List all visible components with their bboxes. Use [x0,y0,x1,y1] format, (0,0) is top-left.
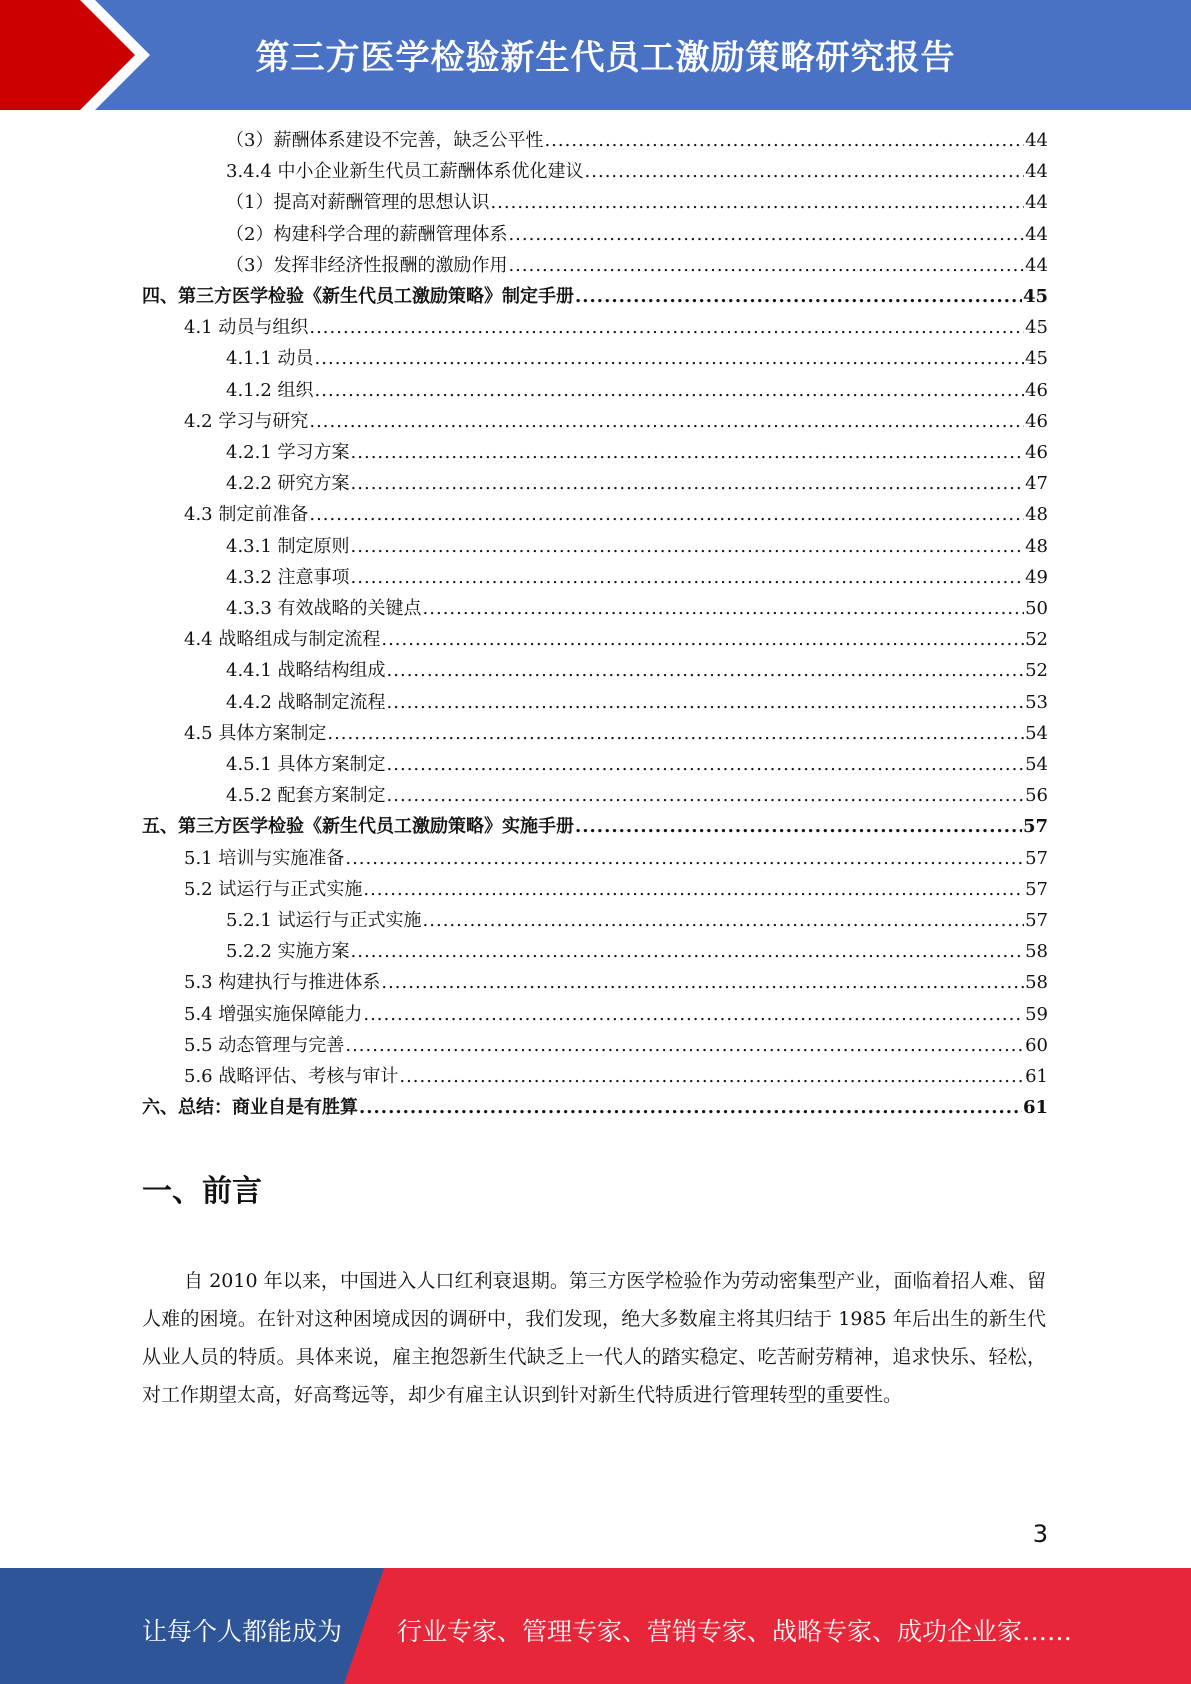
toc-entry[interactable] [226,939,1048,965]
footer-slogan-left: 让每个人都能成为 [142,1617,343,1646]
toc-entry[interactable] [184,721,1048,747]
toc-entry-title: 4.3.1 制定原则 [226,536,350,557]
toc-dot-leader [309,315,1024,341]
toc-entry-title: 4.4.2 战略制定流程 [226,692,386,713]
toc-entry-page: 59 [1025,1004,1048,1025]
toc-entry-page: 45 [1022,286,1048,307]
toc-dot-leader [309,502,1024,528]
toc-dot-leader [345,1033,1024,1059]
toc-entry-title: 4.3.2 注意事项 [226,567,350,588]
toc-entry[interactable] [226,128,1048,154]
toc-entry-page: 52 [1025,660,1048,681]
toc-dot-leader [351,534,1025,560]
toc-entry[interactable] [226,346,1048,372]
toc-entry-title: 5.6 战略评估、考核与审计 [184,1066,399,1087]
toc-dot-leader [575,284,1022,310]
toc-entry-page: 53 [1025,692,1048,713]
toc-entry[interactable] [226,783,1048,809]
toc-dot-leader [351,565,1025,591]
toc-entry-page: 44 [1025,255,1048,276]
toc-dot-leader [351,440,1025,466]
toc-dot-leader [315,346,1025,372]
toc-dot-leader [423,908,1025,934]
toc-dot-leader [387,690,1025,716]
toc-entry-page: 60 [1025,1035,1048,1056]
toc-entry-page: 54 [1025,723,1048,744]
toc-entry-page: 56 [1025,785,1048,806]
page-header [0,0,1191,110]
toc-entry[interactable] [226,596,1048,622]
toc-entry[interactable] [226,222,1048,248]
toc-entry-title: 5.2.1 试运行与正式实施 [226,910,422,931]
toc-entry[interactable] [226,752,1048,778]
toc-entry-page: 44 [1025,130,1048,151]
toc-dot-leader [315,378,1025,404]
toc-entry[interactable] [184,846,1048,872]
toc-entry-title: 四、第三方医学检验《新生代员工激励策略》制定手册 [142,286,574,307]
toc-dot-leader [363,877,1024,903]
toc-dot-leader [490,190,1024,216]
toc-entry-title: 3.4.4 中小企业新生代员工薪酬体系优化建议 [226,161,584,182]
toc-entry-title: 4.4.1 战略结构组成 [226,660,386,681]
toc-entry[interactable] [226,534,1048,560]
toc-entry-page: 47 [1025,473,1048,494]
toc-entry[interactable] [184,877,1048,903]
toc-entry[interactable] [184,627,1048,653]
toc-entry[interactable] [226,565,1048,591]
report-title: 第三方医学检验新生代员工激励策略研究报告 [255,38,956,78]
toc-entry-title: （3）薪酬体系建设不完善，缺乏公平性 [226,130,544,151]
toc-dot-leader [363,1002,1024,1028]
toc-dot-leader [423,596,1025,622]
toc-entry-page: 46 [1025,442,1048,463]
toc-entry-title: （3）发挥非经济性报酬的激励作用 [226,255,508,276]
toc-entry-title: 5.1 培训与实施准备 [184,848,345,869]
toc-entry-page: 44 [1025,224,1048,245]
toc-entry[interactable] [226,440,1048,466]
toc-entry-title: 4.2 学习与研究 [184,411,309,432]
toc-entry-title: （1）提高对薪酬管理的思想认识 [226,192,490,213]
toc-entry-page: 45 [1025,348,1048,369]
toc-dot-leader [381,970,1024,996]
toc-entry[interactable] [226,690,1048,716]
toc-entry-page: 57 [1025,910,1048,931]
toc-entry-title: 5.4 增强实施保障能力 [184,1004,363,1025]
toc-dot-leader [387,658,1025,684]
page-footer [0,1568,1191,1684]
toc-entry-page: 52 [1025,629,1048,650]
toc-entry[interactable] [184,1033,1048,1059]
toc-dot-leader [345,846,1024,872]
toc-entry-title: 4.3 制定前准备 [184,504,309,525]
toc-entry-title: 4.1.1 动员 [226,348,314,369]
toc-entry[interactable] [184,315,1048,341]
toc-entry-page: 44 [1025,192,1048,213]
toc-entry-title: 5.3 构建执行与推进体系 [184,972,381,993]
toc-entry-page: 45 [1025,317,1048,338]
page-number: 3 [1032,1520,1048,1548]
toc-dot-leader [387,783,1025,809]
toc-entry-page: 48 [1025,536,1048,557]
toc-entry[interactable] [184,970,1048,996]
toc-entry-page: 57 [1025,879,1048,900]
toc-entry-title: （2）构建科学合理的薪酬管理体系 [226,224,508,245]
toc-entry-title: 4.4 战略组成与制定流程 [184,629,381,650]
toc-entry-page: 57 [1022,816,1048,837]
toc-entry[interactable] [184,409,1048,435]
toc-entry-page: 48 [1025,504,1048,525]
toc-entry-page: 49 [1025,567,1048,588]
toc-entry-title: 五、第三方医学检验《新生代员工激励策略》实施手册 [142,816,574,837]
toc-entry-title: 5.5 动态管理与完善 [184,1035,345,1056]
toc-entry-page: 46 [1025,380,1048,401]
toc-dot-leader [508,222,1024,248]
toc-dot-leader [309,409,1024,435]
toc-entry-title: 六、总结：商业自是有胜算 [142,1097,358,1118]
toc-entry[interactable] [226,378,1048,404]
toc-entry[interactable] [226,253,1048,279]
section-heading: 一、前言 [142,1174,262,1209]
toc-entry-page: 58 [1025,972,1048,993]
toc-dot-leader [387,752,1025,778]
intro-paragraph: 自 2010 年以来，中国进入人口红利衰退期。第三方医学检验作为劳动密集型产业，面临着招人难、留人难的困境。在针对这种困境成因的调研中，我们发现，绝大多数雇主将其归结于 1985 年后出生的新生代从业人员的特质。具体来说，雇主抱怨新生代缺乏上一代人的踏实稳定、吃苦耐劳精神，追求快乐、轻松，对工作期望太高，好高骛远等，却少有雇主认识到针对新生代特质进行管理转型的重要性。 [142,1270,1046,1406]
toc-entry-title: 4.5.1 具体方案制定 [226,754,386,775]
toc-dot-leader [585,159,1025,185]
toc-entry[interactable] [226,471,1048,497]
toc-dot-leader [327,721,1024,747]
toc-entry-title: 5.2.2 实施方案 [226,941,350,962]
toc-entry-page: 61 [1025,1066,1048,1087]
toc-entry-page: 46 [1025,411,1048,432]
toc-entry-title: 4.3.3 有效战略的关键点 [226,598,422,619]
toc-entry-page: 57 [1025,848,1048,869]
toc-entry-title: 4.1.2 组织 [226,380,314,401]
toc-entry-page: 50 [1025,598,1048,619]
toc-entry-title: 4.2.2 研究方案 [226,473,350,494]
toc-entry[interactable] [226,159,1048,185]
toc-entry[interactable] [142,1095,1048,1121]
toc-dot-leader [381,627,1024,653]
toc-entry[interactable] [226,658,1048,684]
footer-slogan-right: 行业专家、管理专家、营销专家、战略专家、成功企业家…… [397,1617,1073,1646]
toc-entry-page: 58 [1025,941,1048,962]
toc-dot-leader [575,814,1022,840]
toc-entry[interactable] [184,1002,1048,1028]
toc-entry[interactable] [184,502,1048,528]
toc-entry-title: 4.2.1 学习方案 [226,442,350,463]
toc-entry[interactable] [226,190,1048,216]
toc-dot-leader [351,939,1025,965]
toc-entry-title: 4.5.2 配套方案制定 [226,785,386,806]
toc-entry[interactable] [142,814,1048,840]
toc-entry[interactable] [226,908,1048,934]
toc-entry-page: 54 [1025,754,1048,775]
toc-entry-title: 4.1 动员与组织 [184,317,309,338]
toc-entry-page: 44 [1025,161,1048,182]
toc-entry-title: 5.2 试运行与正式实施 [184,879,363,900]
toc-dot-leader [508,253,1024,279]
toc-entry[interactable] [142,284,1048,310]
toc-entry-page: 61 [1022,1097,1048,1118]
toc-dot-leader [351,471,1025,497]
toc-dot-leader [399,1064,1024,1090]
toc-dot-leader [544,128,1024,154]
toc-entry[interactable] [184,1064,1048,1090]
toc-entry-title: 4.5 具体方案制定 [184,723,327,744]
toc-dot-leader [359,1095,1022,1121]
